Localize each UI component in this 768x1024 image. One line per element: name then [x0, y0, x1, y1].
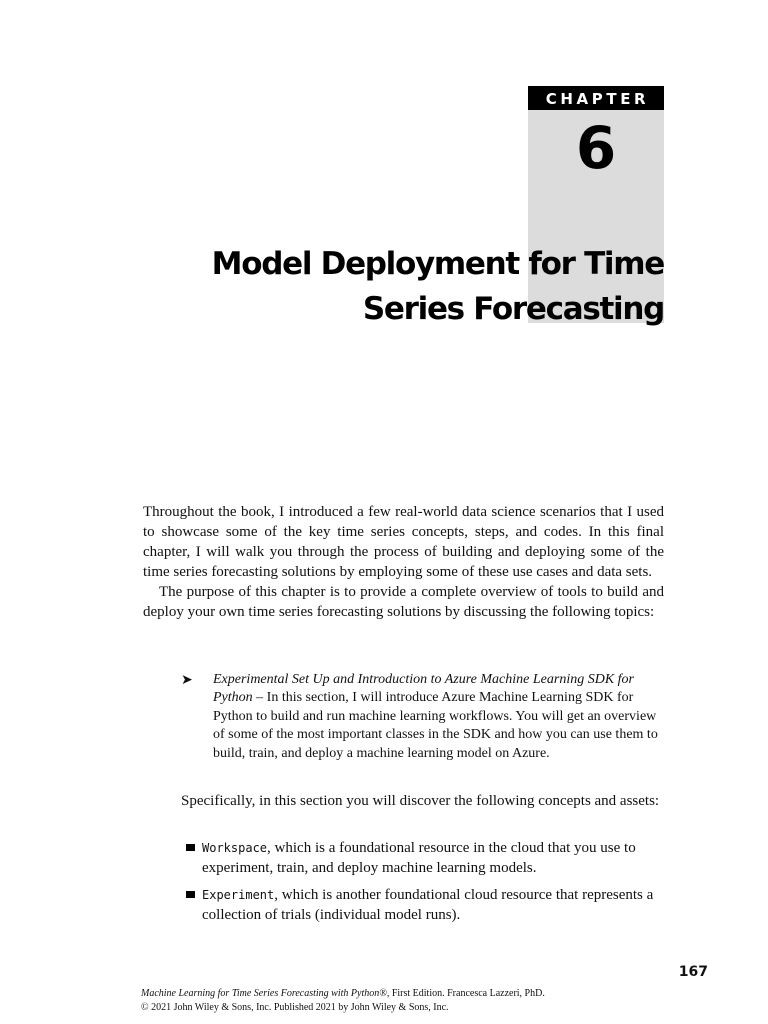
footer-book-title: Machine Learning for Time Series Forecasting with Python® [141, 988, 387, 999]
footer-copyright: © 2021 John Wiley & Sons, Inc. Published 2021 by John Wiley & Sons, Inc. [141, 1002, 449, 1013]
arrow-bullet-icon: ➤ [181, 672, 193, 688]
concept-text [202, 838, 664, 878]
intro-paragraph-2: The purpose of this chapter is to provide a complete overview of tools to build and deploy your own time series forecasting solutions by discussing the following topics: [143, 584, 664, 620]
chapter-label: CHAPTER [528, 86, 664, 110]
chapter-number: 6 [575, 114, 617, 182]
intro-text [143, 502, 664, 622]
concept-code-term: Workspace [202, 841, 268, 855]
page-number: 167 [678, 964, 708, 980]
concept-text [202, 885, 664, 925]
topic-title: Experimental Set Up and Introduction to Azure Machine Learning SDK for Python [213, 672, 634, 706]
intro-paragraph-1: Throughout the book, I introduced a few real-world data science scenarios that I used to showcase some of the key time series concepts, steps, and codes. In this final chapter, I will walk you through the process of building and deploying some of the time series forecasting solutions by employing some of these use cases and data sets. [143, 504, 664, 580]
specifically-paragraph: Specifically, in this section you will discover the following concepts and assets: [181, 793, 660, 809]
square-bullet-icon [186, 844, 195, 851]
chapter-title-line-1: Model Deployment for Time [211, 246, 664, 282]
footer-edition-author: , First Edition. Francesca Lazzeri, PhD. [386, 988, 545, 999]
square-bullet-icon [186, 891, 195, 898]
topic-text [213, 671, 661, 763]
concept-description: , which is a foundational resource in the cloud that you use to experiment, train, and deploy machine learning models. [202, 840, 636, 876]
chapter-title-line-2: Series Forecasting [362, 291, 664, 327]
concept-description: , which is another foundational cloud resource that represents a collection of trials (individual model runs). [202, 887, 654, 923]
footer [141, 987, 701, 1015]
footer-citation [141, 987, 701, 1001]
concept-code-term: Experiment [202, 888, 275, 902]
chapter-title [194, 242, 664, 332]
topic-description: – In this section, I will introduce Azure Machine Learning SDK for Python to build and run machine learning workflows. You will get an overview of some of the most important classes in the SDK and how you can use them to build, train, and deploy a machine learning model on Azure. [213, 690, 658, 761]
